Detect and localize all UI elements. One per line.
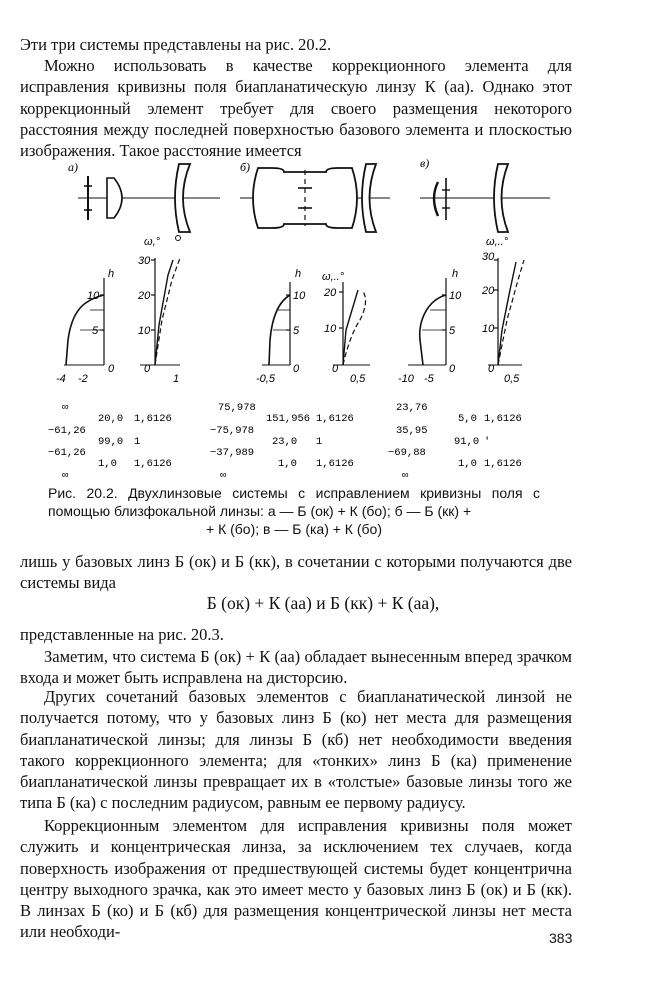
- tick-w-a-3: 0: [144, 363, 151, 375]
- radius-b-1: −75,978: [210, 425, 255, 437]
- tick-h-c-1: 5: [449, 325, 456, 337]
- tick-h-c-0: 10: [449, 290, 462, 302]
- figure-caption: [48, 484, 540, 538]
- lens-schematic-c: [420, 164, 550, 232]
- tick-xr-b: 0,5: [350, 373, 366, 385]
- index-c-1: ': [484, 436, 491, 448]
- lens-table-c: [388, 402, 522, 480]
- axis-w-c: ω,..°: [486, 236, 509, 248]
- paragraph-1: Эти три системы представлены на рис. 20.2.: [20, 35, 332, 54]
- index-a-2: 1,6126: [134, 458, 172, 470]
- distance-b-2: 1,0: [278, 458, 297, 470]
- axis-h-a: h: [108, 268, 115, 280]
- tick-h-a-1: 5: [92, 325, 99, 337]
- distance-b-0: 151,956: [266, 413, 311, 425]
- tick-x-a-0: -4: [56, 373, 66, 385]
- lens-table-b: [210, 402, 354, 480]
- tick-w-b-0: 20: [324, 287, 337, 299]
- tick-w-c-0: 30: [482, 251, 495, 263]
- panel-label-c: в): [420, 156, 430, 170]
- tick-w-a-1: 20: [138, 290, 151, 302]
- graph-b-w: [333, 282, 370, 365]
- radius-a-3: ∞: [62, 470, 69, 480]
- panel-label-b: б): [240, 160, 251, 174]
- graph-b-h: [262, 282, 290, 365]
- tick-x-c-0: -10: [398, 373, 414, 385]
- radius-a-0: ∞: [62, 402, 69, 414]
- tick-w-c-3: 0: [488, 363, 495, 375]
- panel-label-a: а): [68, 160, 78, 174]
- paragraph-4: представленные на рис. 20.3.: [20, 625, 224, 644]
- tick-w-b-2: 0: [332, 363, 339, 375]
- tick-h-a-0: 10: [87, 290, 100, 302]
- tick-w-b-1: 10: [324, 323, 337, 335]
- caption-line-1: Рис. 20.2. Двухлинзовые системы с исправлением кривизны поля с помощью близфокальной линзы: а — Б (ок) + К (бо); б — Б (кк) +: [48, 485, 540, 519]
- tick-w-c-1: 20: [482, 285, 495, 297]
- index-b-2: 1,6126: [316, 458, 354, 470]
- radius-a-2: −61,26: [48, 447, 86, 459]
- distance-c-2: 1,0: [458, 458, 477, 470]
- index-b-0: 1,6126: [316, 413, 354, 425]
- radius-c-1: 35,95: [396, 425, 428, 437]
- distance-b-1: 23,0: [272, 436, 298, 448]
- page-number: 383: [549, 930, 573, 946]
- graph-a-w: [140, 258, 180, 365]
- distance-a-0: 20,0: [98, 413, 124, 425]
- index-c-2: 1,6126: [484, 458, 522, 470]
- tick-x-b-0: -0,5: [256, 373, 275, 385]
- paragraph-5: Заметим, что система Б (ок) + К (аа) обладает вынесенным вперед зрачком входа и может быть исправлена на дисторсию.: [20, 647, 572, 688]
- axis-h-c: h: [452, 268, 459, 280]
- figure-drawing: [40, 150, 580, 480]
- tick-x-a-1: -2: [78, 373, 88, 385]
- paragraph-2: Можно использовать в качестве коррекционного элемента для исправления кривизны поля биапланатическую линзу К (аа). Однако этот коррекционный элемент требует для своего размещения некоторого расстояния между последней поверхностью базового элемента и плоскостью изображения. Такое расстояние имеется: [20, 56, 572, 161]
- caption-line-2: + К (бо); в — Б (ка) + К (бо): [206, 521, 382, 537]
- tick-xr-c: 0,5: [504, 373, 520, 385]
- index-a-1: 1: [134, 436, 141, 448]
- lens-table-a: [48, 402, 172, 480]
- axis-w-b: ω,..°: [322, 271, 345, 283]
- distance-a-2: 1,0: [98, 458, 117, 470]
- graph-c-w: [488, 258, 524, 365]
- radius-c-3: ∞: [402, 470, 409, 480]
- radius-c-0: 23,76: [396, 402, 428, 414]
- tick-xr-a: 1: [173, 373, 180, 385]
- paragraph-7: Коррекционным элементом для исправления кривизны поля может служить и концентрическая линза, за исключением тех случаев, когда поверхность изображения от предшествующей системы будет концентрична центру выходного зрачка, как это имеет место у базовых линз Б (ок) и Б (кк). В линзах Б (ко) и Б (кб) для размещения концентрической линзы нет места или необходи-: [20, 816, 572, 942]
- tick-h-a-2: 0: [108, 363, 115, 375]
- figure-20-2: [40, 150, 580, 480]
- lens-schematic-a: [78, 164, 220, 232]
- index-c-0: 1,6126: [484, 413, 522, 425]
- tick-h-c-2: 0: [449, 363, 456, 375]
- tick-h-b-0: 10: [293, 290, 306, 302]
- axis-w-a: ω,°: [144, 236, 161, 248]
- radius-b-0: 75,978: [218, 402, 256, 414]
- tick-h-b-2: 0: [293, 363, 300, 375]
- graph-c-h: [408, 278, 446, 365]
- distance-a-1: 99,0: [98, 436, 124, 448]
- tick-x-c-1: -5: [424, 373, 434, 385]
- radius-b-3: ∞: [220, 470, 227, 480]
- axis-h-b: h: [295, 268, 302, 280]
- formula: Б (ок) + К (аа) и Б (кк) + К (аа),: [206, 593, 440, 613]
- tick-w-c-2: 10: [482, 323, 495, 335]
- lens-schematic-b: [240, 164, 390, 232]
- radius-b-2: −37,989: [210, 447, 255, 459]
- tick-h-b-1: 5: [293, 325, 300, 337]
- radius-c-2: −69,88: [388, 447, 426, 459]
- tick-w-a-2: 10: [138, 325, 151, 337]
- tick-w-a-0: 30: [138, 255, 151, 267]
- distance-c-0: 5,0: [458, 413, 477, 425]
- index-b-1: 1: [316, 436, 323, 448]
- distance-c-1: 91,0: [454, 436, 480, 448]
- index-a-0: 1,6126: [134, 413, 172, 425]
- radius-a-1: −61,26: [48, 425, 86, 437]
- paragraph-3: лишь у базовых линз Б (ок) и Б (кк), в сочетании с которыми получаются две системы вида: [20, 552, 572, 593]
- paragraph-6: Других сочетаний базовых элементов с биапланатической линзой не получается потому, что у базовых линз Б (ко) нет места для размещения биапланатической линзы; для линзы Б (кб) нет необходимости введения такого коррекционного элемента; для «тонких» линз Б (ка) применение биапланатической линзы превращает их в «толстые» базовые линзы того же типа Б (ка) с последним радиусом, равным ее первому радиусу.: [20, 687, 572, 813]
